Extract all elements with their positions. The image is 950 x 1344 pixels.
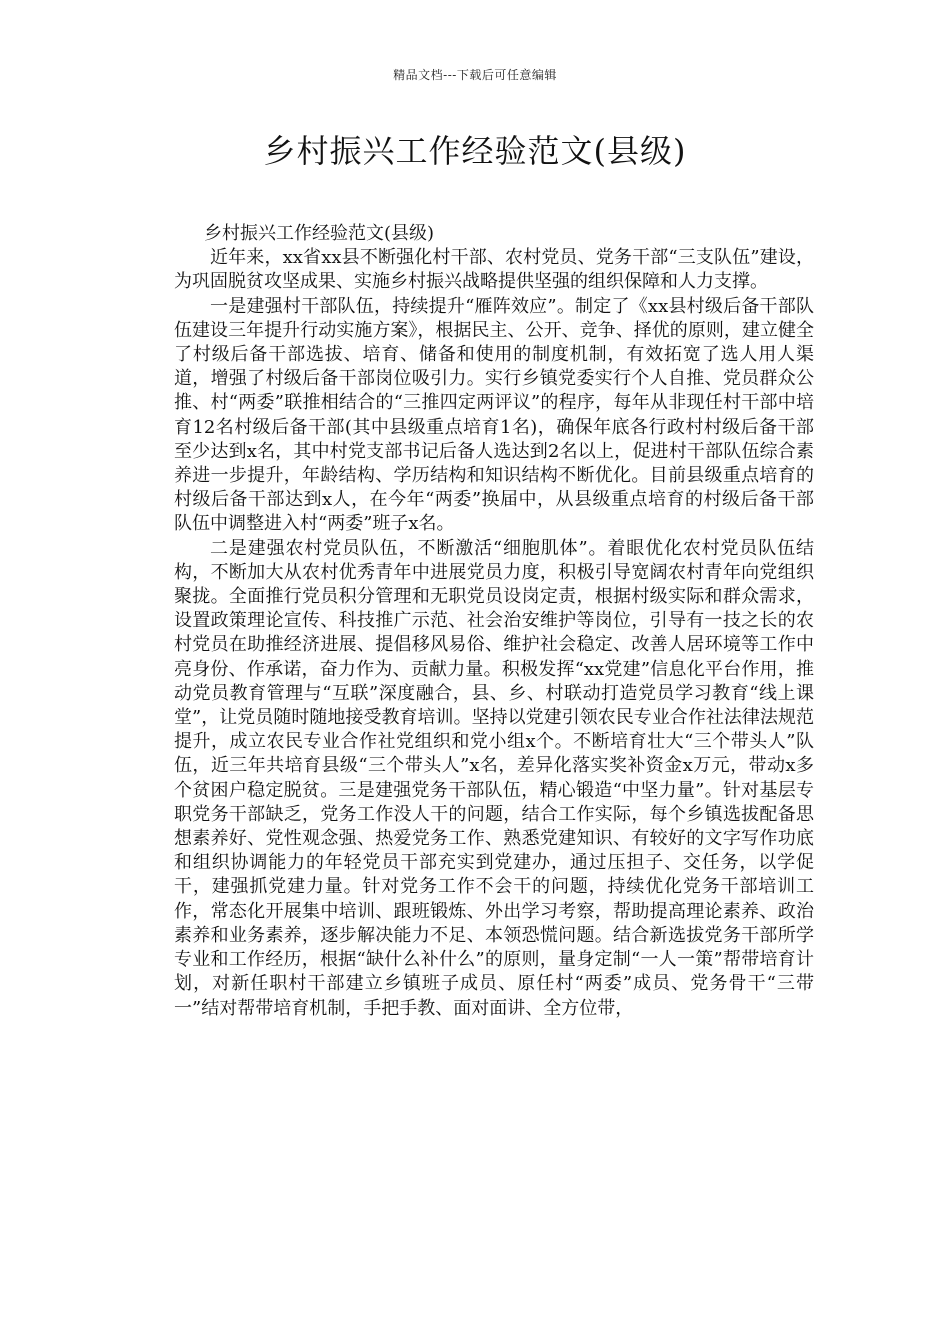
page-title: 乡村振兴工作经验范文(县级) — [263, 132, 687, 170]
header-note: 精品文档---下载后可任意编辑 — [393, 68, 557, 82]
intro-paragraph: 近年来，xx省xx县不断强化村干部、农村党员、党务干部“三支队伍”建设，为巩固脱贫攻坚成果、实施乡村振兴战略提供坚强的组织保障和人力支撑。 — [174, 247, 814, 293]
paragraph-village-cadres: 一是建强村干部队伍，持续提升“雁阵效应”。制定了《xx县村级后备干部队伍建设三年提升行动实施方案》，根据民主、公开、竞争、择优的原则，建立健全了村级后备干部选拔、培育、储备和使用的制度机制，有效拓宽了选人用人渠道，增强了村级后备干部岗位吸引力。实行乡镇党委实行个人自推、党员群众公推、村“两委”联推相结合的“三推四定两评议”的程序，每年从非现任村干部中培育12名村级后备干部(其中县级重点培育1名)，确保年底各行政村村级后备干部至少达到x名，其中村党支部书记后备人选达到2名以上，促进村干部队伍综合素养进一步提升，年龄结构、学历结构和知识结构不断优化。目前县级重点培育的村级后备干部达到x人，在今年“两委”换届中，从县级重点培育的村级后备干部队伍中调整进入村“两委”班子x名。 — [174, 295, 814, 535]
document-body — [174, 222, 814, 1021]
paragraph-rural-party-members: 二是建强农村党员队伍，不断激活“细胞肌体”。着眼优化农村党员队伍结构，不断加大从农村优秀青年中进展党员力度，积极引导宽阔农村青年向党组织聚拢。全面推行党员积分管理和无职党员设岗定责，根据村级实际和群众需求，设置政策理论宣传、科技推广示范、社会治安维护等岗位，引导有一技之长的农村党员在助推经济进展、提倡移风易俗、维护社会稳定、改善人居环境等工作中亮身份、作承诺，奋力作为、贡献力量。积极发挥“xx党建”信息化平台作用，推动党员教育管理与“互联”深度融合，县、乡、村联动打造党员学习教育“线上课堂”，让党员随时随地接受教育培训。坚持以党建引领农民专业合作社法律法规范提升，成立农民专业合作社党组织和党小组x个。不断培育壮大“三个带头人”队伍，近三年共培育县级“三个带头人”x名，差异化落实奖补资金x万元，带动x多个贫困户稳定脱贫。三是建强党务干部队伍，精心锻造“中坚力量”。针对基层专职党务干部缺乏，党务工作没人干的问题，结合工作实际，每个乡镇选拔配备思想素养好、党性观念强、热爱党务工作、熟悉党建知识、有较好的文字写作功底和组织协调能力的年轻党员干部充实到党建办，通过压担子、交任务，以学促干，建强抓党建力量。针对党务工作不会干的问题，持续优化党务干部培训工作，常态化开展集中培训、跟班锻炼、外出学习考察，帮助提高理论素养、政治素养和业务素养，逐步解决能力不足、本领恐慌问题。结合新选拔党务干部所学专业和工作经历，根据“缺什么补什么”的原则，量身定制“一人一策”帮带培育计划，对新任职村干部建立乡镇班子成员、原任村“两委”成员、党务骨干“三带一”结对帮带培育机制，手把手教、面对面讲、全方位带， — [174, 537, 814, 1019]
subtitle-paragraph: 乡村振兴工作经验范文(县级) — [204, 223, 435, 244]
